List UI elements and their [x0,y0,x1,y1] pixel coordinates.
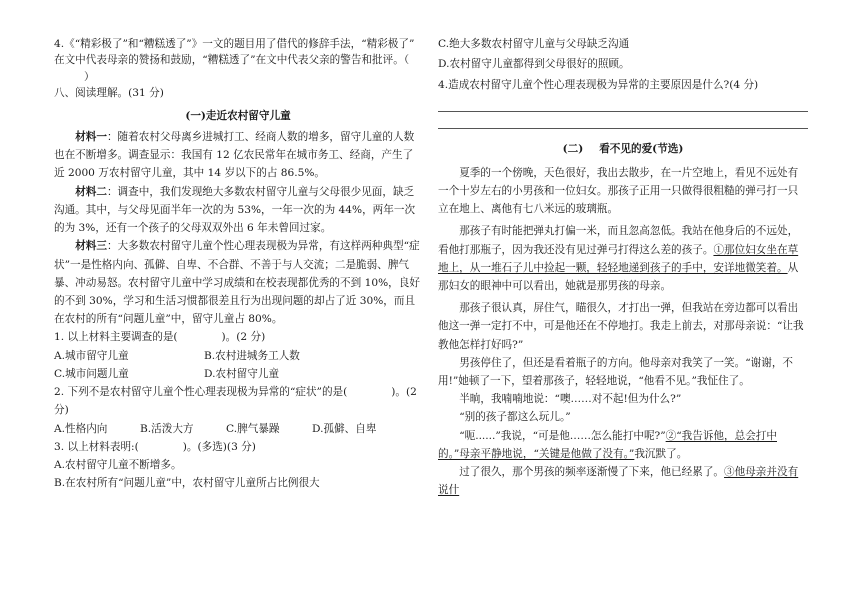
option-d[interactable]: D.孤僻、自卑 [312,422,377,435]
question-3-text: 3. 以上材料表明:( [54,440,139,453]
paragraph-2-start: 那孩子有时能把弹丸打偏一米，而且忽高忽低。我站在他身后的不远处，看他打那瓶子，因为我还没有见过弹弓打得这么差的孩子。 [438,225,799,256]
option-c[interactable]: C.城市问题儿童 [54,367,129,380]
question-1-text: 1. 以上材料主要调查的是( [54,331,178,344]
option-d[interactable]: D.农村留守儿童 [204,367,280,380]
material-three-text: ：大多数农村留守儿童个性心理表现极为异常，有这样两种典型“症状”一是性格内向、孤僻、自卑、不合群、不善于与人交流；二是脆弱、脾气暴、冲动易怒。农村留守儿童中学习成绩和在校表现都优秀的不到 10%，良好的不到 30%，学习和生活习惯都很差且行为出现问题的却占了近 30%，而且在农村的所有“问题儿童”中，留守儿童占 80%。 [54,240,420,326]
underlined-sentence-3: ③他母亲并没有说什 [438,466,799,497]
question-2-text: 2. 下列不是农村留守儿童个性心理表现极为异常的“症状”的是( [54,386,348,399]
question-2-options [54,420,422,438]
passage-two-name: 看不见的爱(节选) [599,143,684,156]
question-3-points: )。(多选)(3 分) [182,440,256,453]
q4-text: 在文中代表母亲的赞扬和鼓励，“糟糕透了”在文中代表父亲的警告和批评。（ [54,54,410,67]
right-column [438,36,808,500]
question-1-options-row1 [54,347,422,365]
option-b[interactable]: B.农村进城务工人数 [204,349,300,362]
material-one [54,128,422,183]
paragraph-7-start: “呃......”我说，“可是他……怎么能打中呢?” [459,429,666,442]
passage-one-title: (一)走近农村留守儿童 [185,109,291,122]
material-three [54,237,422,328]
question-2-points: )。(2 分) [54,386,417,417]
underlined-sentence-1: ①那位妇女坐在草地上，从一堆石子儿中捡起一颗，轻轻地递到孩子的手中，安详地微笑着。 [438,243,799,274]
paragraph-8 [438,463,808,499]
paragraph-5: 半晌，我喃喃地说：“噢……对不起!但为什么?” [459,393,682,406]
paragraph-2 [438,222,808,295]
answer-line-1[interactable] [438,111,808,112]
question-2 [54,383,422,419]
material-two-text: ：调查中，我们发现绝大多数农村留守儿童与父母很少见面，缺乏沟通。其中，与父母见面半年一次的为 53%，一年一次的为 44%，两年一次的为 3%，还有一个孩子的父母双双外出 6 年未曾回过家。 [54,185,416,235]
question-3-option-d[interactable]: D.农村留守儿童都得到父母很好的照顾。 [438,58,630,71]
option-a[interactable]: A.城市留守儿童 [54,349,129,362]
section-title: 八、阅读理解。(31 分) [54,87,164,100]
material-two-label: 材料二 [75,185,107,198]
q4-true-false-line2 [54,52,422,85]
underlined-sentence-2: ②“我告诉他，总会打中的。”母亲平静地说，“关键是他做了没有。” [438,429,777,460]
question-4: 4.造成农村留守儿童个性心理表现极为异常的主要原因是什么?(4 分) [438,78,759,91]
question-3-option-c[interactable]: C.绝大多数农村留守儿童与父母缺乏沟通 [438,38,630,50]
material-one-text: ：随着农村父母离乡进城打工、经商人数的增多，留守儿童的人数也在不断增多。调查显示：我国有 12 亿农民常年在城市务工、经商，产生了近 2000 万农村留守儿童，其中 14 岁以下的占 86.5%。 [54,131,415,180]
left-column [54,36,422,492]
answer-line-2[interactable] [438,128,808,129]
question-3-option-a[interactable]: A.农村留守儿童不断增多。 [54,458,182,471]
paragraph-7-end: 我沉默了。 [634,447,688,460]
option-a[interactable]: A.性格内向 [54,422,108,435]
paragraph-1: 夏季的一个傍晚，天色很好，我出去散步，在一片空地上，看见不远处有一个十岁左右的小男孩和一位妇女。那孩子正用一只做得很粗糙的弹弓打一只立在地上、离他有七八米远的玻璃瓶。 [438,166,799,216]
material-one-label: 材料一 [75,131,107,144]
material-two [54,183,422,238]
passage-two-title [438,141,808,157]
paragraph-4: 男孩停住了，但还是看着瓶子的方向。他母亲对我笑了一笑。“谢谢，不用!”她顿了一下，望着那孩子，轻轻地说，“他看不见。”我怔住了。 [438,356,794,388]
question-1-options-row2 [54,365,422,383]
passage-two-number: (二) [562,143,584,156]
paragraph-3: 那孩子很认真，屏住气，瞄很久，才打出一弹，但我站在旁边都可以看出他这一弹一定打不中，可是他还在不停地打。我走上前去，对那母亲说：“让我教他怎样打好吗?” [438,302,804,351]
question-1-points: )。(2 分) [221,331,266,344]
material-three-label: 材料三 [75,240,107,253]
question-1 [54,328,422,346]
q4-true-false-line1: 4.《“精彩极了”和“糟糕透了”》一文的题目用了借代的修辞手法，“精彩极了” [54,38,415,50]
q4-answer-paren[interactable]: ） [84,70,95,83]
paragraph-7 [438,427,808,463]
paragraph-6: “别的孩子都这么玩儿。” [459,411,571,424]
option-b[interactable]: B.活泼大方 [140,422,194,435]
paragraph-2-end: 从那妇女的眼神中可以看出，她就是那男孩的母亲。 [438,261,799,292]
paragraph-8-start: 过了很久，那个男孩的频率逐渐慢了下来，他已经累了。 [459,466,725,479]
option-c[interactable]: C.脾气暴躁 [226,422,280,435]
question-3 [54,438,422,456]
question-3-option-b[interactable]: B.在农村所有“问题儿童”中，农村留守儿童所占比例很大 [54,477,320,490]
